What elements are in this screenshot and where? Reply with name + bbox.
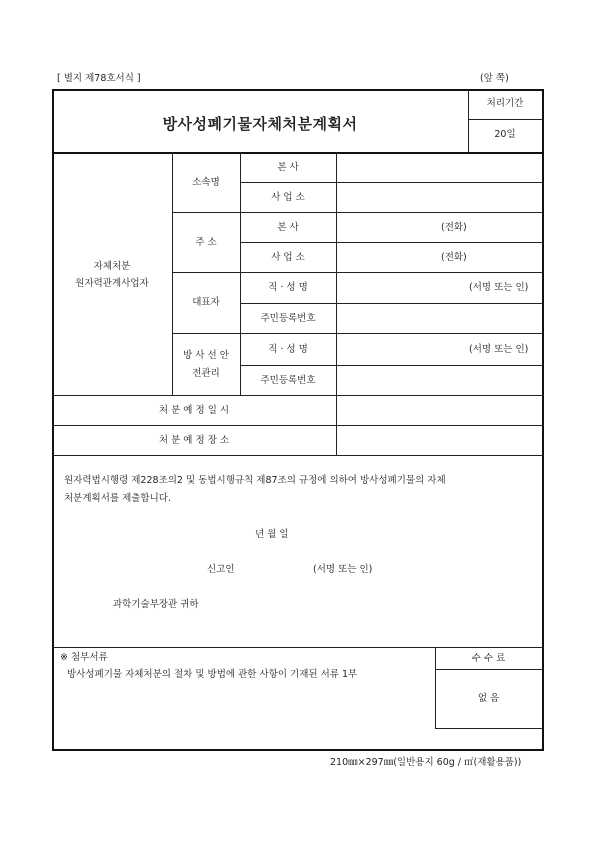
form-title: 방사성폐기물자체처분계획서 [162, 115, 358, 133]
declaration-line-2: 처분계획서를 제출합니다. [64, 493, 171, 504]
safety-manager-label-2: 전관리 [192, 368, 220, 379]
business-office-label: 사 업 소 [271, 192, 305, 203]
row-line [240, 182, 542, 183]
frame-left [52, 89, 54, 751]
attachments-top-rule [52, 647, 544, 648]
representative-label: 대표자 [192, 297, 220, 308]
title-bottom-rule [52, 152, 544, 154]
processing-period-value: 20일 [494, 129, 516, 140]
rep-position-name-label: 직 · 성 명 [268, 282, 308, 293]
row-line [240, 242, 542, 243]
applicant-col2-line [240, 152, 241, 395]
affiliation-label: 소속명 [192, 177, 220, 188]
row-line [52, 395, 544, 396]
safety-signature-hint: (서명 또는 인) [469, 344, 529, 355]
rep-resident-number-label: 주민등록번호 [260, 313, 316, 324]
row-line [240, 303, 542, 304]
frame-right [542, 89, 544, 751]
declaration-date: 년 월 일 [255, 529, 289, 540]
safety-resident-number-label: 주민등록번호 [260, 375, 316, 386]
row-line [172, 272, 542, 273]
attachments-label: ※ 첨부서류 [60, 652, 108, 663]
row-line [172, 212, 542, 213]
row-line [52, 425, 544, 426]
row-line [240, 365, 542, 366]
frame-top [52, 89, 544, 91]
processing-divider [468, 119, 542, 120]
applicant-group-label-2: 원자력관계사업자 [75, 278, 149, 289]
business-office-phone-hint: (전화) [441, 252, 467, 263]
fee-header-rule [435, 669, 542, 670]
fee-label: 수 수 료 [471, 653, 506, 664]
attachments-item: 방사성폐기물 자체처분의 절차 및 방법에 관한 사항이 기재된 서류 1부 [67, 669, 358, 680]
form-number-label: [ 별지 제78호서식 ] [57, 73, 141, 84]
address-label: 주 소 [195, 237, 217, 248]
planned-date-label: 처 분 예 정 일 시 [158, 405, 230, 416]
safety-manager-label-1: 방 사 선 안 [183, 350, 229, 361]
planned-place-label: 처 분 예 정 장 소 [158, 435, 230, 446]
frame-bottom [52, 749, 544, 751]
head-office-label: 본 사 [277, 162, 299, 173]
fee-bottom-rule [435, 728, 542, 729]
page-side-label: (앞 쪽) [480, 73, 509, 84]
address-head-office-label: 본 사 [277, 222, 299, 233]
safety-position-name-label: 직 · 성 명 [268, 344, 308, 355]
reporter-signature-hint: (서명 또는 인) [313, 564, 373, 575]
row-line [52, 455, 544, 456]
applicant-group-label-1: 자체처분 [93, 261, 131, 272]
fee-value: 없 음 [477, 693, 500, 704]
head-office-phone-hint: (전화) [441, 222, 467, 233]
rep-signature-hint: (서명 또는 인) [469, 282, 529, 293]
address-business-office-label: 사 업 소 [271, 252, 305, 263]
reporter-label: 신고인 [207, 564, 235, 575]
row-line [172, 333, 542, 334]
declaration-line-1: 원자력법시행령 제228조의2 및 동법시행규칙 제87조의 규정에 의하여 방사성폐기물의 자체 [64, 475, 446, 486]
addressee: 과학기술부장관 귀하 [113, 599, 199, 610]
paper-specification: 210㎜×297㎜(일반용지 60g / ㎡(재활용품)) [330, 757, 522, 768]
processing-period-label: 처리기간 [486, 98, 524, 109]
